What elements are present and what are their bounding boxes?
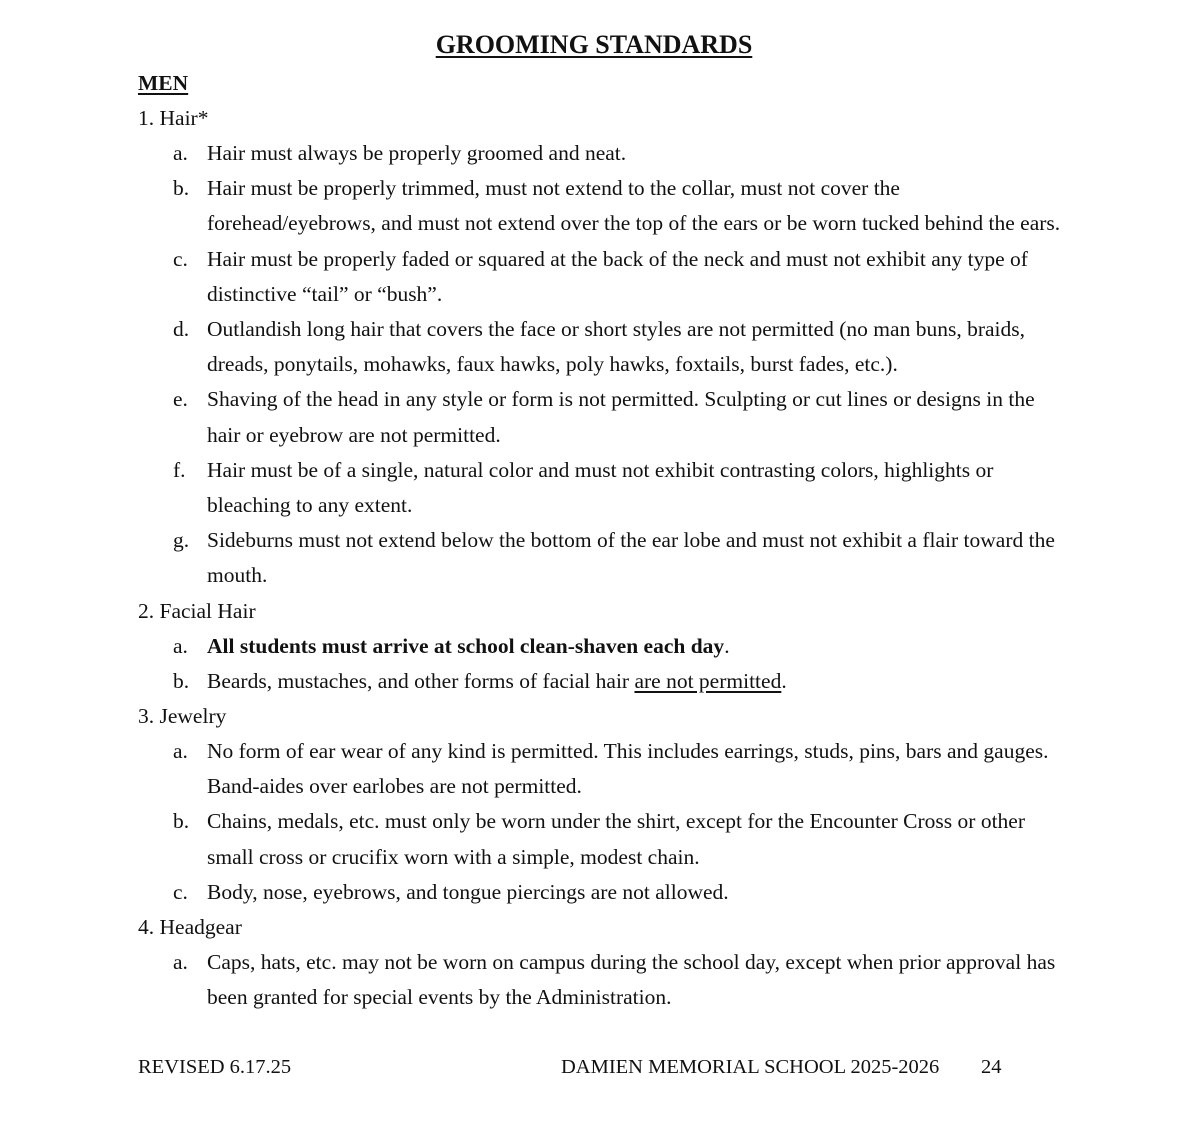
category-heading-facial-hair: 2. Facial Hair [138, 598, 256, 623]
list-item [138, 382, 1068, 452]
item-letter: e. [173, 387, 188, 412]
item-text [207, 629, 1068, 664]
category-heading-headgear: 4. Headgear [138, 915, 242, 940]
list-item [138, 242, 1068, 312]
list-item [138, 945, 1068, 1015]
item-suffix: . [781, 668, 787, 693]
item-text [207, 664, 1068, 699]
item-text: Chains, medals, etc. must only be worn under the shirt, except for the Encounter Cross or other small cross or crucifix worn with a simple, modest chain. [207, 809, 1025, 869]
item-letter: a. [173, 950, 188, 975]
item-letter: b. [173, 668, 190, 693]
item-text: Caps, hats, etc. may not be worn on campus during the school day, except when prior approval has been granted for special events by the Administration. [207, 950, 1056, 1010]
item-underlined-text: are not permitted [634, 668, 782, 693]
list-item [138, 875, 1068, 910]
list-item [138, 453, 1068, 523]
item-bold-text: All students must arrive at school clean-shaven each day [207, 633, 725, 658]
item-letter: b. [173, 809, 190, 834]
item-text: Hair must be of a single, natural color and must not exhibit contrasting colors, highlights or bleaching to any extent. [207, 457, 994, 518]
item-letter: a. [173, 141, 188, 165]
item-text: Outlandish long hair that covers the face or short styles are not permitted (no man buns, braids, dreads, ponytails, mohawks, faux hawks, poly hawks, foxtails, burst fades, etc.). [207, 317, 1025, 377]
item-text: Sideburns must not extend below the bottom of the ear lobe and must not exhibit a flair toward the mouth. [207, 528, 1055, 588]
item-text: Hair must be properly trimmed, must not extend to the collar, must not cover the forehead/eyebrows, and must not extend over the top of the ears or be worn tucked behind the ears. [207, 176, 1061, 236]
list-item [138, 312, 1068, 382]
list-item [138, 664, 1068, 699]
footer-revised: REVISED 6.17.25 [138, 1056, 292, 1078]
item-letter: c. [173, 246, 188, 271]
item-text: Hair must be properly faded or squared at the back of the neck and must not exhibit any type of distinctive “tail” or “bush”. [207, 246, 1028, 306]
document-body [138, 66, 1068, 1015]
item-text: Shaving of the head in any style or form is not permitted. Sculpting or cut lines or designs in the hair or eyebrow are not permitted. [207, 387, 1035, 447]
item-text: Hair must always be properly groomed and neat. [207, 141, 627, 165]
category-heading-hair: 1. Hair* [138, 106, 209, 130]
page-title: GROOMING STANDARDS [435, 30, 753, 59]
list-item [138, 523, 1068, 593]
item-letter: g. [173, 528, 190, 553]
item-prefix: Beards, mustaches, and other forms of facial hair [207, 668, 635, 693]
item-letter: b. [173, 176, 190, 201]
item-letter: a. [173, 739, 188, 764]
item-text: Body, nose, eyebrows, and tongue piercings are not allowed. [207, 879, 729, 904]
list-item [138, 734, 1068, 804]
item-letter: c. [173, 879, 188, 904]
list-item [138, 804, 1068, 874]
item-letter: f. [173, 457, 186, 482]
section-heading-men: MEN [138, 71, 189, 95]
footer-school: DAMIEN MEMORIAL SCHOOL 2025-2026 [561, 1056, 940, 1078]
list-item [138, 629, 1068, 664]
list-item [138, 171, 1068, 241]
item-suffix: . [724, 633, 730, 658]
footer-page-number: 24 [981, 1056, 1002, 1078]
list-item [138, 136, 1068, 171]
category-heading-jewelry: 3. Jewelry [138, 704, 227, 729]
item-letter: a. [173, 633, 188, 658]
item-text: No form of ear wear of any kind is permitted. This includes earrings, studs, pins, bars and gauges. Band-aides over earlobes are not permitted. [207, 739, 1049, 799]
item-letter: d. [173, 317, 190, 342]
